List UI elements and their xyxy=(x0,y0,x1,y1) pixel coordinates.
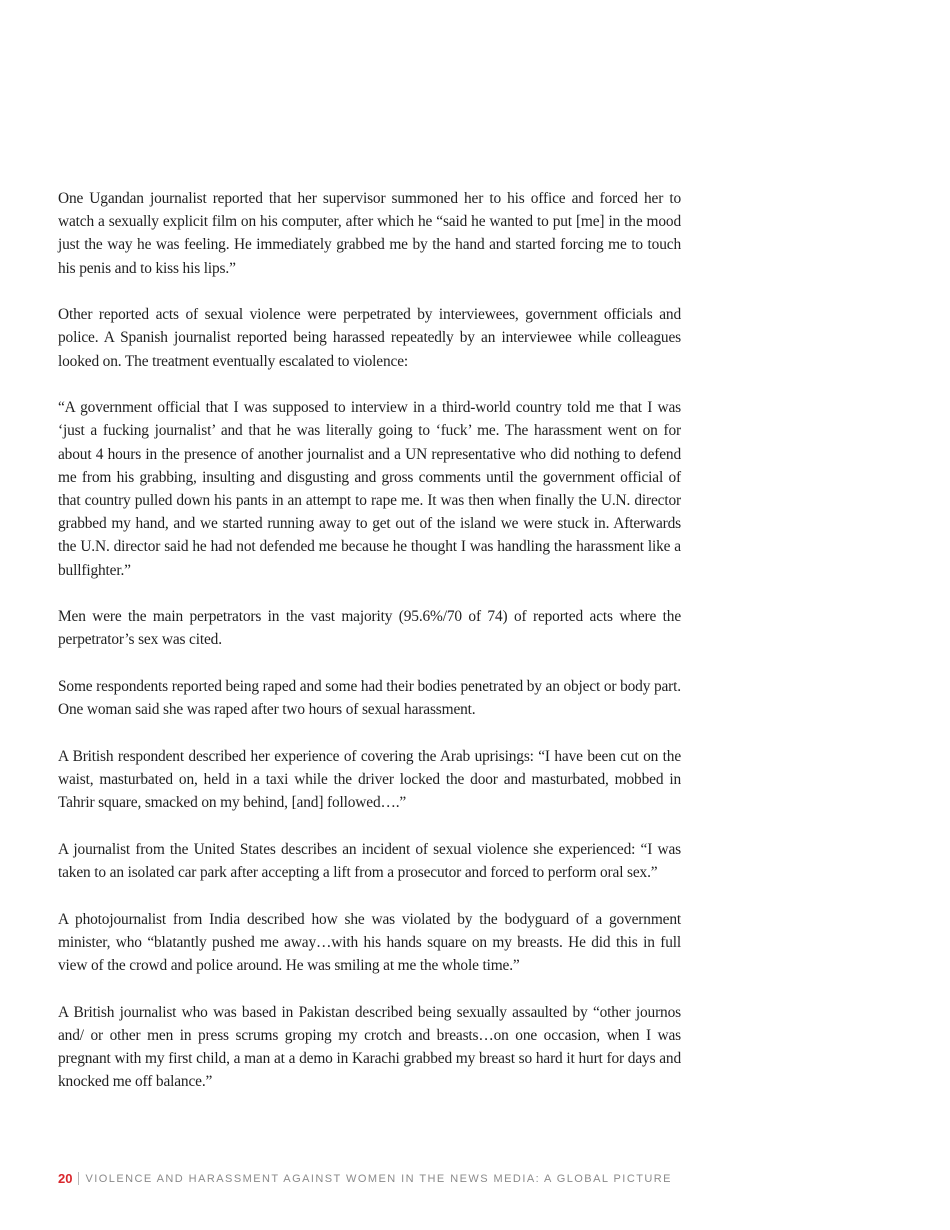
body-text xyxy=(58,187,681,1117)
page-footer xyxy=(58,1171,672,1186)
paragraph-ugandan-journalist: One Ugandan journalist reported that her supervisor summoned her to his office and forced her to watch a sexually explicit film on his computer, after which he “said he wanted to put [me] in the mood just the way he was feeling. He immediately grabbed me by the hand and started forcing me to touch his penis and to kiss his lips.” xyxy=(58,190,681,277)
paragraph-rape-reports: Some respondents reported being raped and some had their bodies penetrated by an object or body part. One woman said she was raped after two hours of sexual harassment. xyxy=(58,678,681,719)
page-number: 20 xyxy=(58,1171,73,1186)
paragraph-united-states-journalist: A journalist from the United States describes an incident of sexual violence she experienced: “I was taken to an isolated car park after accepting a lift from a prosecutor and forced to perform oral sex.” xyxy=(58,840,681,882)
publication-title: VIOLENCE AND HARASSMENT AGAINST WOMEN IN THE NEWS MEDIA: A GLOBAL PICTURE xyxy=(85,1172,672,1185)
paragraph-other-perpetrators: Other reported acts of sexual violence were perpetrated by interviewees, government officials and police. A Spanish journalist reported being harassed repeatedly by an interviewee while colleagues looked on. The treatment eventually escalated to violence: xyxy=(58,306,681,370)
paragraph-arab-uprisings: A British respondent described her experience of covering the Arab uprisings: “I have been cut on the waist, masturbated on, held in a taxi while the driver locked the door and masturbated, mobbed in Tahrir square, smacked on my behind, [and] followed….” xyxy=(58,747,681,812)
footer-divider xyxy=(78,1172,79,1185)
paragraph-india-photojournalist: A photojournalist from India described how she was violated by the bodyguard of a government minister, who “blatantly pushed me away…with his hands square on my breasts. He did this in full view of the crowd and police around. He was smiling at me the whole time.” xyxy=(58,910,681,975)
paragraph-male-perpetrators-statistic: Men were the main perpetrators in the vast majority (95.6%/70 of 74) of reported acts where the perpetrator’s sex was cited. xyxy=(58,608,681,649)
paragraph-government-official-quote: “A government official that I was supposed to interview in a third-world country told me that I was ‘just a fucking journalist’ and that he was literally going to ‘fuck’ me. The harassment went on for about 4 hours in the presence of another journalist and a UN representative who did nothing to defend me from his grabbing, insulting and disgusting and gross comments until the government official of that country pulled down his pants in an attempt to rape me. It was then when finally the U.N. director grabbed my hand, and we started running away to get out of the island we were stuck in. Afterwards the U.N. director said he had not defended me because he thought I was handling the harassment like a bullfighter.” xyxy=(58,399,681,579)
paragraph-pakistan-journalist: A British journalist who was based in Pakistan described being sexually assaulted by “other journos and/ or other men in press scrums groping my crotch and breasts…on one occasion, when I was pregnant with my first child, a man at a demo in Karachi grabbed my breast so hard it hurt for days and knocked me off balance.” xyxy=(58,1003,681,1091)
